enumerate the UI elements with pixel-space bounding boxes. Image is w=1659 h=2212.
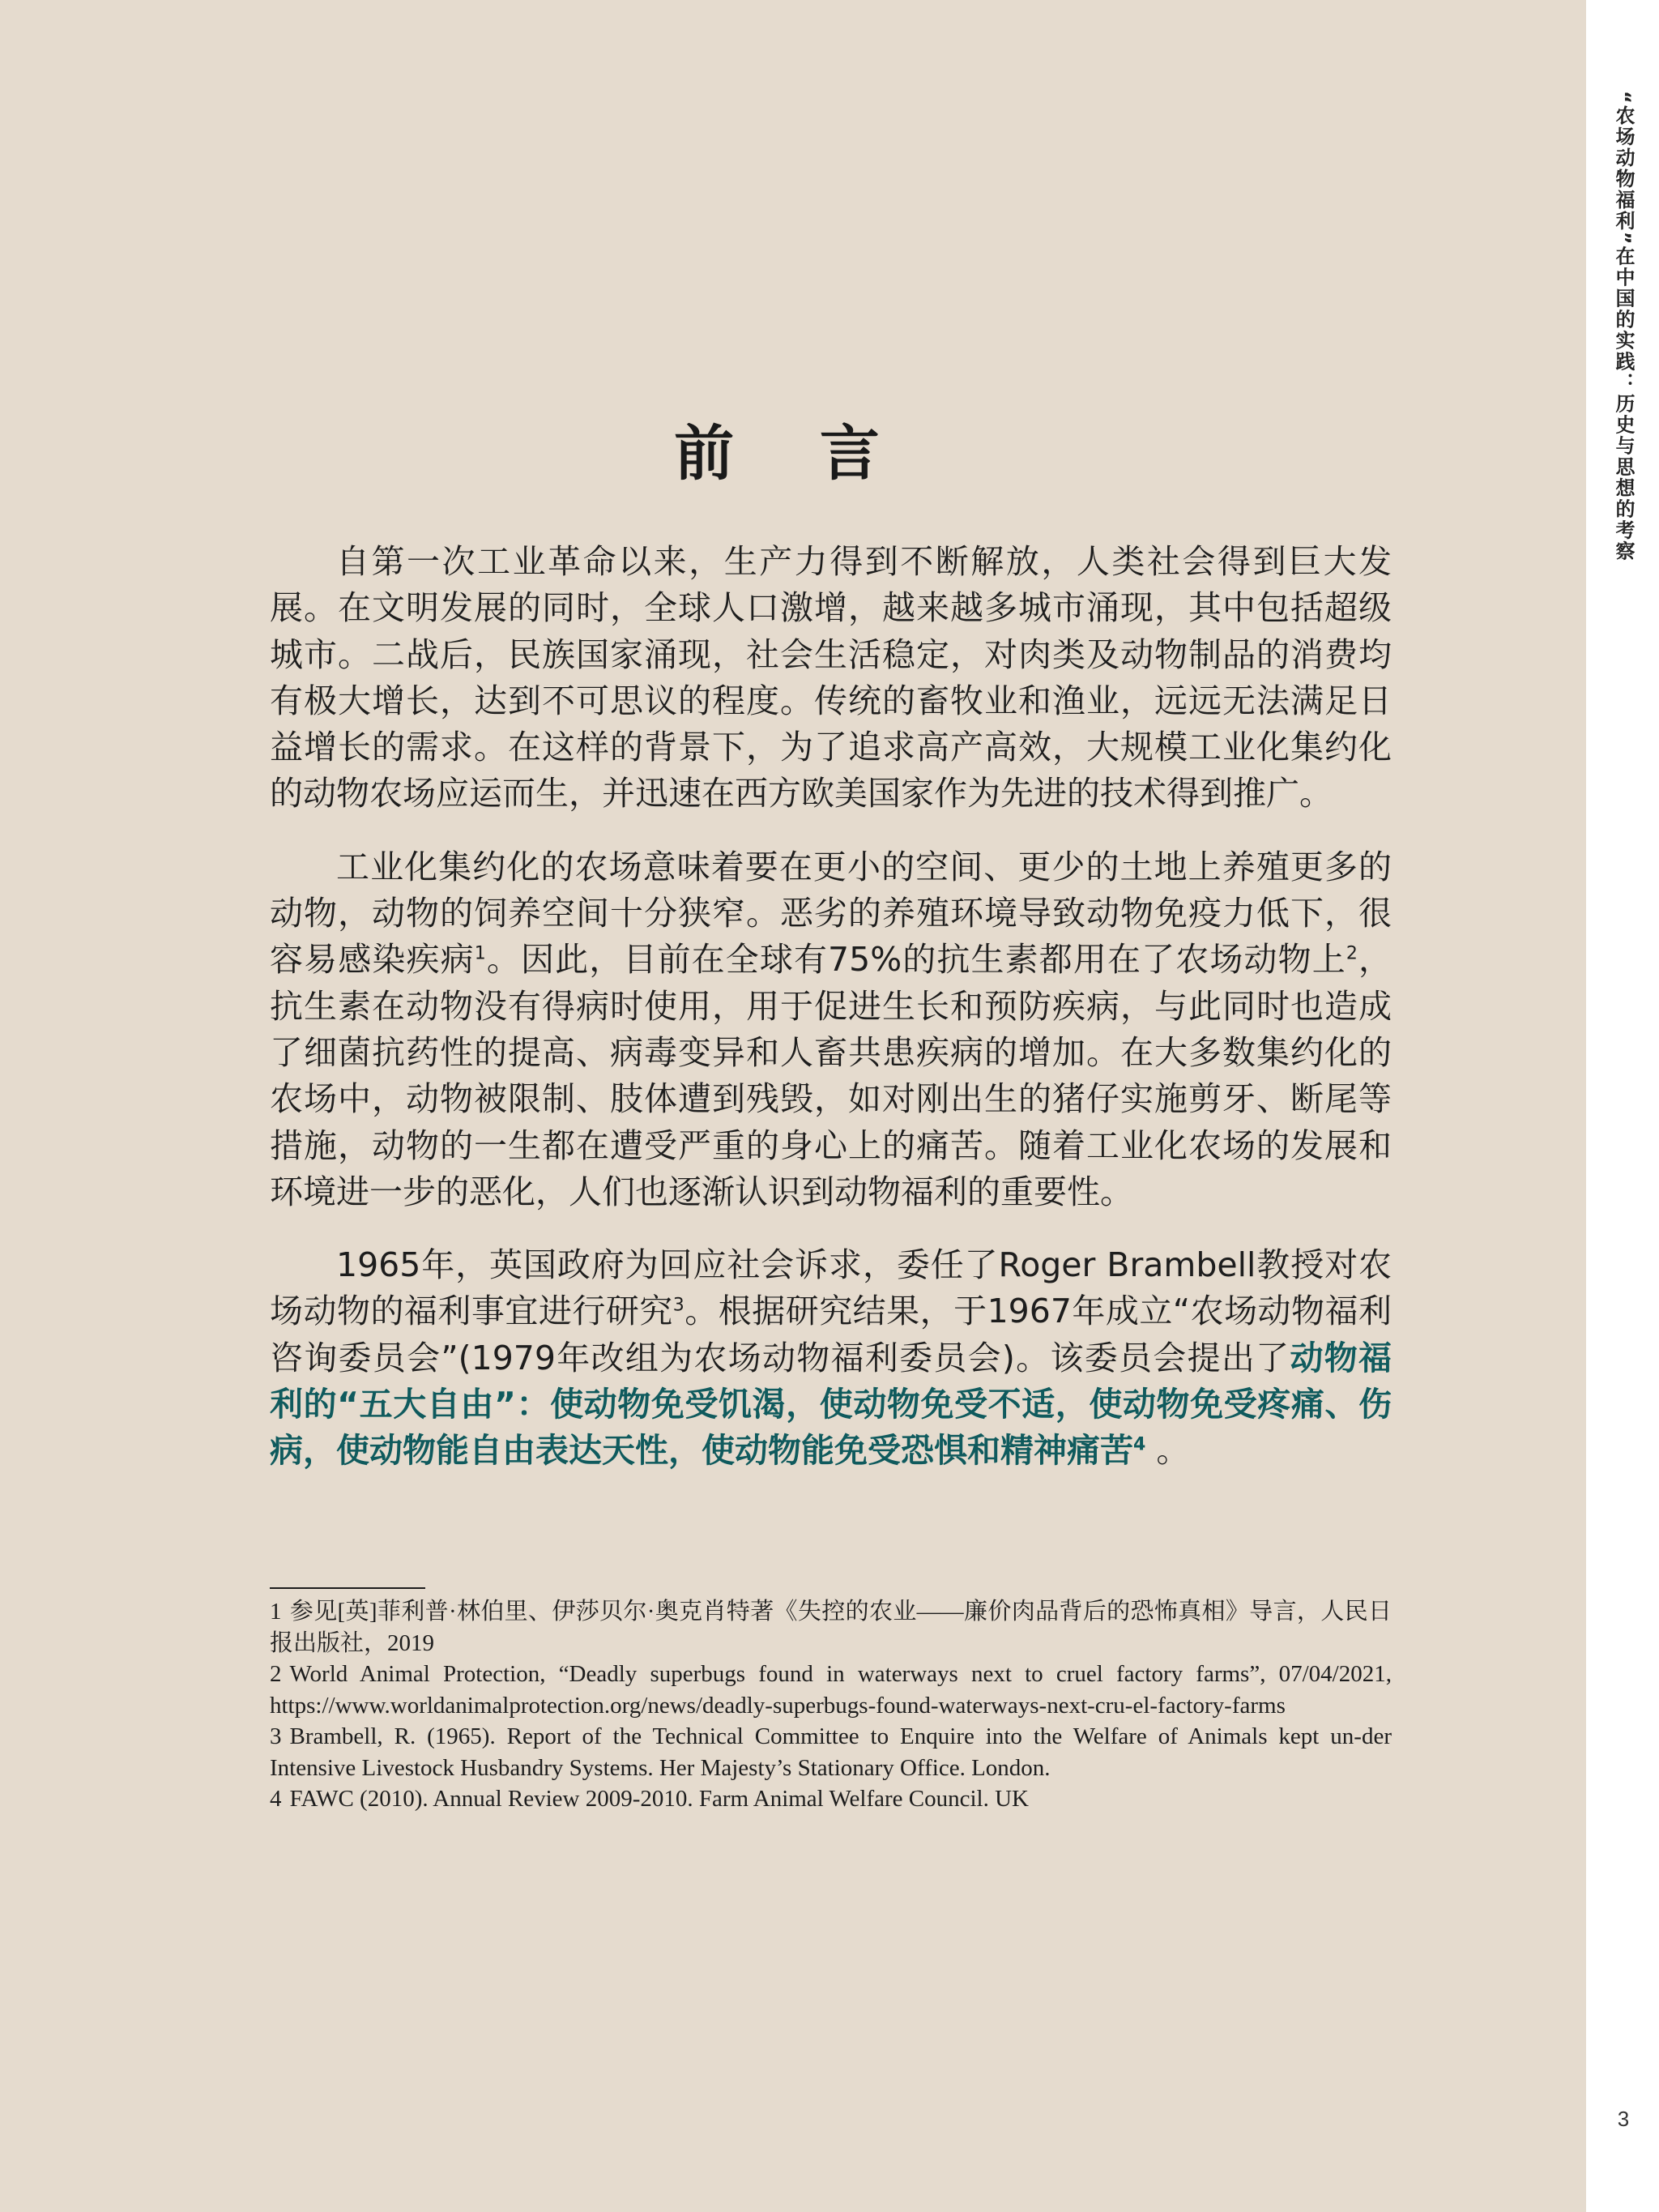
footnote-number: 2 [270,1661,282,1687]
footnote-text: World Animal Protection, “Deadly superbugs found in waterways next to cruel factory farms”, 07/04/2021, https://www.worldanimalprotection.org/news/deadly-superbugs-found-waterways-next-cru-el-factory-farms [270,1661,1392,1719]
paragraph-3 [270,1242,1392,1474]
paragraph-1 [270,539,1392,818]
five-freedoms-highlight: 动物福利的“五大自由”：使动物免受饥渴，使动物免受不适，使动物免受疼痛、伤病，使动物能自由表达天性，使动物能免受恐惧和精神痛苦 [270,1338,1392,1471]
footnote-text: FAWC (2010). Annual Review 2009-2010. Farm Animal Welfare Council. UK [289,1786,1029,1812]
paragraph-3-end: 。 [1145,1431,1190,1471]
footnote-ref-1[interactable]: 1 [474,943,486,964]
footnote-2 [270,1659,1392,1721]
footnote-4 [270,1783,1392,1815]
body-text [270,539,1392,1501]
paragraph-1-text: 自第一次工业革命以来，生产力得到不断解放，人类社会得到巨大发展。在文明发展的同时，全球人口激增，越来越多城市涌现，其中包括超级城市。二战后，民族国家涌现，社会生活稳定，对肉类及动物制品的消费均有极大增长，达到不可思议的程度。传统的畜牧业和渔业，远远无法满足日益增长的需求。在这样的背景下，为了追求高产高效，大规模工业化集约化的动物农场应运而生，并迅速在西方欧美国家作为先进的技术得到推广。 [270,542,1392,813]
running-head: “农场动物福利”在中国的实践：历史与思想的考察 [1612,91,1635,562]
footnote-number: 3 [270,1723,282,1749]
footnote-text: Brambell, R. (1965). Report of the Technical Committee to Enquire into the Welfare of Animals kept un-der Intensive Livestock Husbandry Systems. Her Majesty’s Stationary Office. London. [270,1723,1392,1781]
paragraph-2 [270,844,1392,1215]
footnote-ref-4[interactable]: 4 [1133,1434,1146,1455]
paragraph-3-text-b: 。根据研究结果，于1967年成立“农场动物福利咨询委员会”(1979年改组为农场动物福利委员会)。该委员会提出了 [270,1292,1392,1377]
footnote-text: 参见[英]菲利普·林伯里、伊莎贝尔·奥克肖特著《失控的农业——廉价肉品背后的恐怖真相》导言，人民日报出版社，2019 [270,1599,1392,1656]
footnote-1 [270,1596,1392,1659]
paragraph-2-text-a: 工业化集约化的农场意味着要在更小的空间、更少的土地上养殖更多的动物，动物的饲养空间十分狭窄。恶劣的养殖环境导致动物免疫力低下，很容易感染疾病 [270,847,1392,980]
footnote-ref-3[interactable]: 3 [672,1295,684,1316]
footnote-3 [270,1721,1392,1783]
footnotes [270,1596,1392,1815]
paragraph-2-text-b: 。因此，目前在全球有75%的抗生素都用在了农场动物上 [485,940,1346,980]
paragraph-3-text-a: 1965年，英国政府为回应社会诉求，委任了Roger Brambell教授对农场动物的福利事宜进行研究 [270,1245,1392,1331]
footnote-ref-2[interactable]: 2 [1346,943,1358,964]
paragraph-2-text-c: ，抗生素在动物没有得病时使用，用于促进生长和预防疾病，与此同时也造成了细菌抗药性的提高、病毒变异和人畜共患疾病的增加。在大多数集约化的农场中，动物被限制、肢体遭到残毁，如对刚出生的猪仔实施剪牙、断尾等措施，动物的一生都在遭受严重的身心上的痛苦。随着工业化农场的发展和环境进一步的恶化，人们也逐渐认识到动物福利的重要性。 [270,940,1392,1211]
page-number: 3 [1617,2107,1630,2131]
footnote-number: 4 [270,1786,282,1812]
page-title: 前 言 [674,418,912,489]
footnote-divider [270,1587,425,1589]
footnote-number: 1 [270,1599,282,1625]
